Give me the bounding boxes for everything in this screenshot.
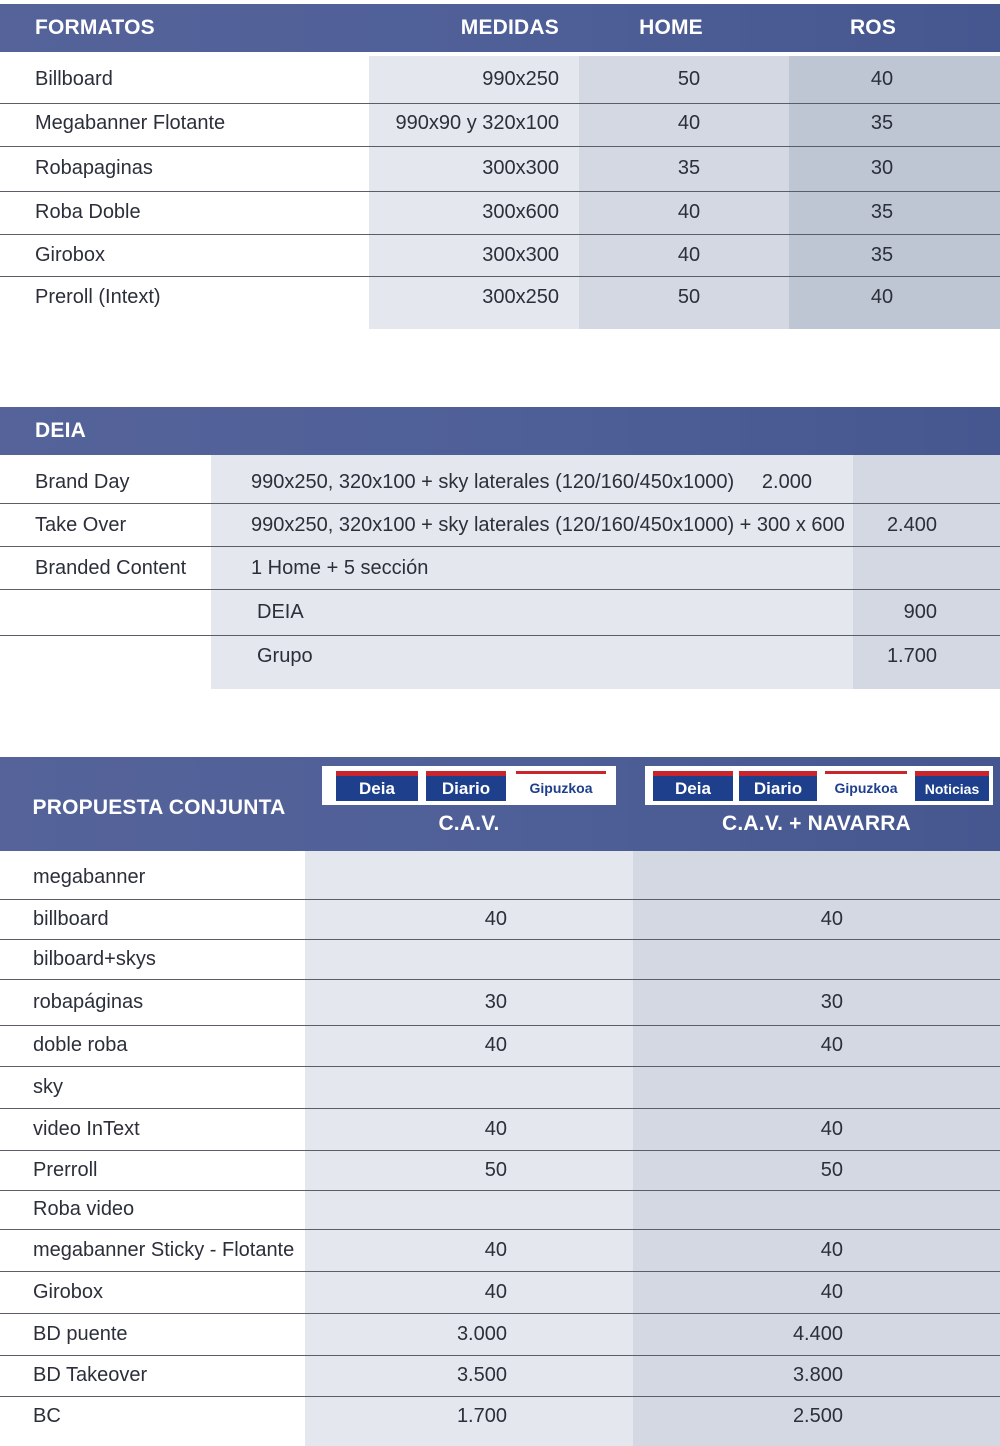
formatos-header [0, 4, 1000, 52]
formato-medidas: 990x90 y 320x100 [395, 112, 559, 134]
formato-medidas: 990x250 [482, 68, 559, 90]
noticias-logo: Noticias [915, 771, 989, 801]
formato-name: Roba Doble [35, 200, 141, 223]
deia-row [0, 504, 1000, 547]
medidas-header-label: MEDIDAS [460, 16, 559, 39]
formatos-row [0, 190, 1000, 234]
conjunta-row-nav: 40 [820, 1034, 843, 1056]
conjunta-row-cav: 40 [484, 1280, 507, 1303]
conjunta-row-cav: 1.700 [456, 1404, 507, 1427]
deia-header-label: DEIA [35, 419, 86, 442]
formatos-row [0, 146, 1000, 191]
conjunta-row-cav: 40 [484, 1034, 507, 1056]
formato-name: Girobox [35, 243, 106, 266]
conjunta-row-name: billboard [33, 907, 109, 930]
diario-logo: Diario [739, 771, 817, 801]
ros-header-label: ROS [849, 16, 897, 39]
conjunta-row [0, 1108, 1000, 1150]
row-divider [0, 276, 1000, 277]
conjunta-row [0, 1271, 1000, 1313]
formato-ros: 35 [870, 243, 894, 266]
formato-ros: 35 [870, 112, 894, 134]
deia-logo: Deia [653, 771, 733, 801]
row-divider [0, 1355, 1000, 1356]
conjunta-row-cav: 50 [484, 1158, 507, 1181]
conjunta-row [0, 1229, 1000, 1271]
conjunta-row-nav: 2.500 [792, 1404, 843, 1427]
row-divider [0, 191, 1000, 192]
row-divider [0, 939, 1000, 940]
row-divider [0, 234, 1000, 235]
row-divider [0, 146, 1000, 147]
formatos-row [0, 57, 1000, 102]
formatos-row [0, 276, 1000, 318]
conjunta-row-nav: 40 [820, 1117, 843, 1140]
conjunta-row [0, 1025, 1000, 1066]
conjunta-row [0, 856, 1000, 899]
conjunta-row [0, 979, 1000, 1025]
deia-row [0, 460, 1000, 504]
row-divider [0, 1271, 1000, 1272]
cav-navarra-header-label: C.A.V. + NAVARRA [722, 812, 911, 835]
conjunta-row [0, 1396, 1000, 1436]
row-divider [0, 1108, 1000, 1109]
diario-logo: Diario [426, 771, 506, 801]
deia-row-desc: 1 Home + 5 sección [251, 557, 429, 579]
conjunta-header [0, 757, 1000, 851]
conjunta-row-nav: 50 [820, 1158, 843, 1181]
row-divider [0, 589, 1000, 590]
deia-row [0, 635, 1000, 677]
cav-navarra-logos [645, 766, 993, 805]
conjunta-row [0, 1313, 1000, 1355]
formato-ros: 35 [870, 200, 894, 223]
deia-row-desc: 990x250, 320x100 + sky laterales (120/160/450x1000) + 300 x 600 [251, 514, 845, 536]
deia-row-name: Take Over [35, 514, 127, 536]
conjunta-row-nav [633, 1066, 843, 1108]
conjunta-row-name: Prerroll [33, 1158, 98, 1181]
conjunta-row-nav [633, 856, 843, 899]
deia-header [0, 407, 1000, 455]
row-divider [0, 1066, 1000, 1067]
formato-name: Megabanner Flotante [35, 112, 226, 134]
row-divider [0, 1313, 1000, 1314]
formato-medidas: 300x600 [482, 200, 559, 223]
deia-row-price: 2.400 [886, 514, 937, 536]
conjunta-row-nav [633, 1190, 843, 1229]
row-divider [0, 635, 1000, 636]
formato-medidas: 300x250 [482, 285, 559, 308]
conjunta-row [0, 899, 1000, 939]
deia-row-price: 1.700 [886, 644, 937, 667]
conjunta-row-name: Girobox [33, 1280, 104, 1303]
conjunta-row [0, 939, 1000, 979]
conjunta-row-cav: 30 [484, 990, 507, 1013]
row-divider [0, 1396, 1000, 1397]
formato-home: 35 [677, 157, 701, 179]
conjunta-row-nav: 4.400 [792, 1322, 843, 1345]
conjunta-row-name: megabanner [33, 866, 146, 888]
deia-row-price [853, 547, 937, 590]
conjunta-row-nav: 40 [820, 907, 843, 930]
conjunta-row-name: BC [33, 1404, 61, 1427]
formato-home: 40 [677, 200, 701, 223]
deia-row-name: Brand Day [35, 470, 130, 493]
formato-home: 40 [677, 243, 701, 266]
conjunta-row-nav: 3.800 [792, 1364, 843, 1386]
formato-home: 50 [677, 68, 701, 90]
formato-ros: 30 [870, 157, 894, 179]
conjunta-row-nav: 30 [820, 990, 843, 1013]
home-header-label: HOME [639, 16, 703, 39]
conjunta-row-name: Roba video [33, 1198, 135, 1220]
conjunta-row-cav [305, 1190, 507, 1229]
formato-medidas: 300x300 [482, 243, 559, 266]
gipuzkoa-logo: Gipuzkoa [516, 771, 606, 801]
conjunta-row-nav: 40 [820, 1238, 843, 1261]
conjunta-row-cav [305, 856, 507, 899]
conjunta-row-cav: 40 [484, 907, 507, 930]
conjunta-row [0, 1190, 1000, 1229]
row-divider [0, 503, 1000, 504]
conjunta-row-name: video InText [33, 1117, 140, 1140]
conjunta-row-name: doble roba [33, 1034, 128, 1056]
deia-row-price [853, 460, 937, 504]
formato-name: Billboard [35, 68, 113, 90]
cav-logos [322, 766, 616, 805]
deia-row-desc: DEIA [257, 601, 304, 623]
conjunta-row-name: robapáginas [33, 990, 144, 1013]
conjunta-row-name: BD Takeover [33, 1364, 148, 1386]
row-divider [0, 979, 1000, 980]
row-divider [0, 899, 1000, 900]
formato-home: 50 [677, 285, 701, 308]
conjunta-row-nav [633, 939, 843, 979]
deia-row-price: 900 [903, 601, 937, 623]
formato-name: Robapaginas [35, 157, 153, 179]
deia-row [0, 547, 1000, 590]
gipuzkoa-logo: Gipuzkoa [825, 771, 907, 801]
conjunta-row-name: bilboard+skys [33, 947, 156, 970]
row-divider [0, 1190, 1000, 1191]
deia-row-desc: 990x250, 320x100 + sky laterales (120/160/450x1000) 2.000 [251, 470, 812, 493]
formatos-row [0, 234, 1000, 276]
conjunta-row-cav: 3.000 [456, 1322, 507, 1345]
conjunta-row-cav: 3.500 [456, 1364, 507, 1386]
formatos-header-label: FORMATOS [35, 16, 155, 39]
formato-ros: 40 [870, 285, 894, 308]
formato-name: Preroll (Intext) [35, 285, 161, 308]
formato-medidas: 300x300 [482, 157, 559, 179]
conjunta-row-name: sky [33, 1075, 63, 1098]
conjunta-row-cav [305, 939, 507, 979]
deia-row-desc: Grupo [257, 644, 313, 667]
conjunta-row-nav: 40 [820, 1280, 843, 1303]
conjunta-row-name: megabanner Sticky - Flotante [33, 1238, 295, 1261]
conjunta-row-cav: 40 [484, 1238, 507, 1261]
conjunta-row [0, 1150, 1000, 1190]
conjunta-row [0, 1355, 1000, 1396]
formato-ros: 40 [870, 68, 894, 90]
deia-row [0, 590, 1000, 635]
conjunta-row-name: BD puente [33, 1322, 128, 1345]
row-divider [0, 1150, 1000, 1151]
row-divider [0, 1025, 1000, 1026]
deia-row-name: Branded Content [35, 557, 187, 579]
formatos-row [0, 101, 1000, 146]
row-divider [0, 546, 1000, 547]
row-divider [0, 1229, 1000, 1230]
formato-home: 40 [677, 112, 701, 134]
cav-header-label: C.A.V. [438, 812, 500, 835]
conjunta-row-cav [305, 1066, 507, 1108]
row-divider [0, 103, 1000, 104]
conjunta-row-cav: 40 [484, 1117, 507, 1140]
conjunta-row [0, 1066, 1000, 1108]
deia-logo: Deia [336, 771, 418, 801]
conjunta-header-label: PROPUESTA CONJUNTA [32, 796, 286, 819]
